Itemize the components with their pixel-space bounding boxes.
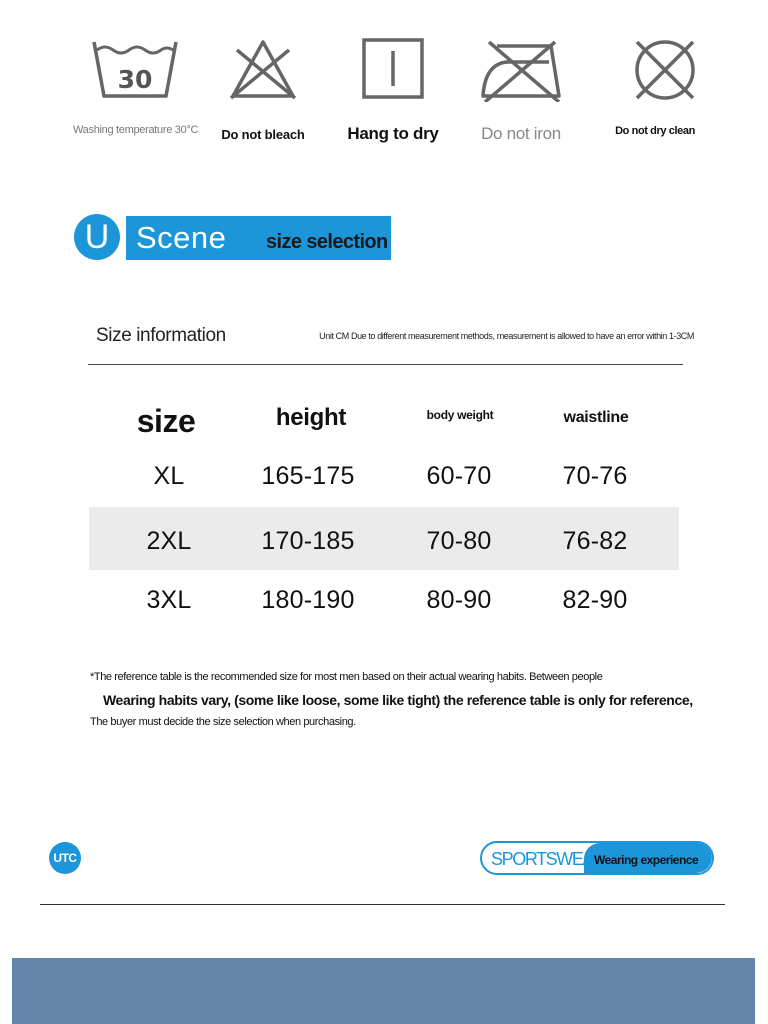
table-cell: 2XL	[146, 527, 192, 555]
care-item-dryclean	[595, 36, 715, 137]
table-cell: 80-90	[426, 586, 492, 614]
footnote-line-1: *The reference table is the recommended size for most men based on their actual wearing habits. Between people	[90, 671, 603, 683]
wash-temp-text: 30	[117, 65, 153, 94]
care-label-iron: Do not iron	[481, 124, 561, 143]
table-cell: 76-82	[562, 527, 628, 555]
care-item-iron	[461, 36, 581, 143]
care-label-hang: Hang to dry	[347, 124, 439, 143]
table-cell: 165-175	[261, 462, 355, 490]
scene-letter-badge: U	[74, 214, 120, 260]
size-info-note: Unit CM Due to different measurement methods, measurement is allowed to have an error within 1-3CM	[319, 331, 694, 341]
table-header-size: size	[136, 403, 196, 439]
table-cell: 70-76	[562, 462, 628, 490]
scene-word: Scene	[136, 220, 227, 255]
table-cell: 70-80	[426, 527, 492, 555]
care-item-wash	[73, 36, 199, 136]
table-header-height: height	[275, 404, 347, 431]
table-cell: 3XL	[146, 586, 192, 614]
sportswear-word: SPORTSWEAR	[491, 849, 605, 869]
hang-dry-icon	[343, 36, 443, 102]
scene-subtitle: size selection	[266, 231, 388, 253]
sportswear-badge	[480, 841, 714, 875]
table-header-weight: body weight	[426, 408, 494, 422]
no-bleach-icon	[213, 36, 313, 102]
utc-badge: UTC	[49, 842, 81, 874]
care-item-hang	[333, 36, 453, 143]
footnote-line-2: Wearing habits vary, (some like loose, some like tight) the reference table is only for reference,	[103, 692, 693, 708]
table-cell: XL	[153, 462, 185, 490]
sportswear-subtitle: Wearing experience	[594, 853, 699, 867]
size-info-title: Size information	[96, 325, 226, 346]
table-header-waistline: waistline	[563, 409, 629, 426]
table-cell: 180-190	[261, 586, 355, 614]
footer-divider	[40, 904, 725, 905]
care-item-bleach	[203, 36, 323, 142]
divider	[88, 364, 683, 365]
no-iron-icon	[471, 36, 571, 102]
care-label-dryclean: Do not dry clean	[615, 125, 695, 137]
bottom-color-band	[12, 958, 755, 1024]
footnote-line-3: The buyer must decide the size selection when purchasing.	[90, 716, 356, 728]
care-label-bleach: Do not bleach	[221, 127, 305, 142]
table-cell: 82-90	[562, 586, 628, 614]
table-cell: 60-70	[426, 462, 492, 490]
no-dry-clean-icon	[605, 36, 705, 102]
table-cell: 170-185	[261, 527, 355, 555]
wash-30-icon	[83, 36, 183, 102]
care-label-wash: Washing temperature 30°C	[73, 124, 199, 136]
